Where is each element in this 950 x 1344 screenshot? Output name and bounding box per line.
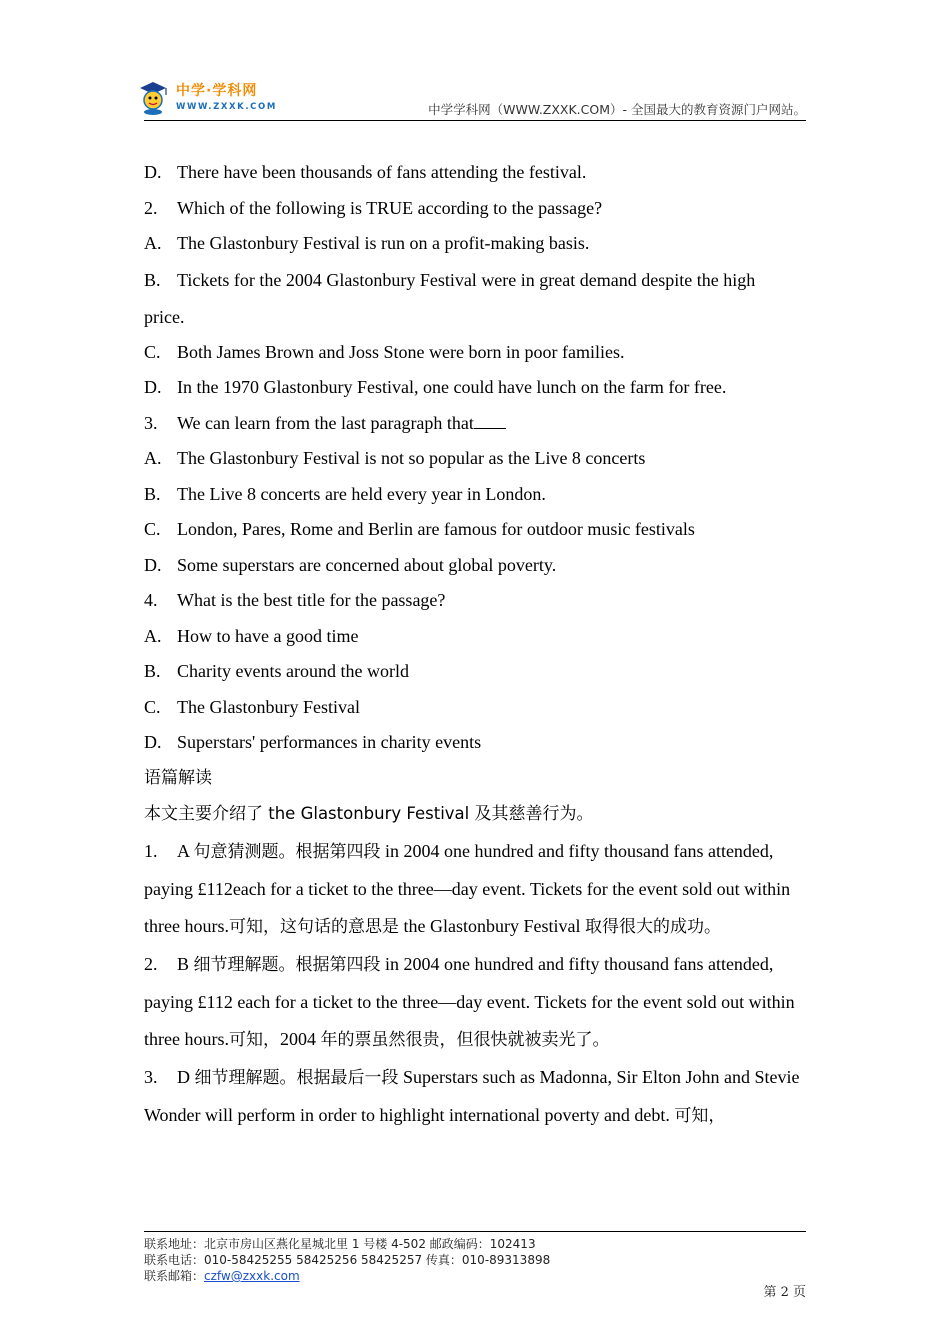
answer-quote: in 2004 one hundred and fifty thousand fans attended, paying £112each for a ticket to the three—day event. Tickets for the event sold out within three hours. — [144, 840, 791, 936]
answer-blank — [474, 414, 506, 429]
summary-cn-start: 本文主要介绍了 — [144, 804, 263, 824]
question-4 — [144, 583, 806, 619]
footer-contact — [144, 1236, 806, 1284]
option-text: The Glastonbury Festival is run on a profit-making basis. — [177, 233, 590, 253]
option-text: London, Pares, Rome and Berlin are famous for outdoor music festivals — [177, 519, 695, 539]
footer-email-label: 联系邮箱： — [144, 1269, 205, 1283]
answer-1 — [144, 833, 806, 946]
page-number: 第 2 页 — [763, 1285, 806, 1300]
footer-address: 联系地址：北京市房山区燕化星城北里 1 号楼 4-502 邮政编码：102413 — [144, 1237, 536, 1251]
page-footer — [144, 1231, 806, 1300]
answer-letter: D — [177, 1066, 190, 1087]
option-text: The Live 8 concerts are held every year in London. — [177, 483, 546, 504]
option-q3-a — [144, 441, 806, 477]
answer-explanation: 可知， — [674, 1105, 726, 1126]
option-text: How to have a good time — [177, 625, 359, 646]
summary-en: the Glastonbury Festival — [263, 804, 475, 823]
option-label: D. — [144, 554, 162, 575]
site-logo[interactable] — [136, 78, 276, 118]
option-q3-c — [144, 512, 806, 548]
answer-explanation-2: 年的票虽然很贵，但很快就被卖光了。 — [320, 1029, 610, 1050]
option-q2-d — [144, 370, 806, 406]
option-q3-b — [144, 477, 806, 513]
question-text: Which of the following is TRUE according to the passage? — [177, 197, 603, 218]
answer-letter: B — [177, 953, 190, 974]
question-number: 3. — [144, 412, 158, 433]
logo-chinese-name: 中学·学科网 — [176, 83, 258, 99]
answer-quote: Superstars such as Madonna, Sir Elton John and Stevie Wonder will perform in order to highlight international poverty and debt. — [144, 1066, 800, 1125]
option-q4-b — [144, 654, 806, 690]
option-label: A. — [144, 448, 162, 468]
answer-2 — [144, 946, 806, 1059]
answer-3 — [144, 1059, 806, 1135]
option-q2-c — [144, 335, 806, 371]
option-text: Both James Brown and Joss Stone were born in poor families. — [177, 341, 625, 362]
mascot-logo-icon — [136, 78, 170, 116]
answer-quote: in 2004 one hundred and fifty thousand fans attended, paying £112 each for a ticket to the three—day event. Tickets for the event sold out within three hours. — [144, 953, 795, 1049]
option-label: B. — [144, 483, 161, 504]
answer-year: 2004 — [279, 1028, 316, 1049]
page-header — [144, 74, 806, 121]
answer-number: 3. — [144, 1066, 158, 1087]
answer-explanation: 可知， — [228, 1029, 280, 1050]
option-text: Superstars' performances in charity events — [177, 732, 482, 752]
option-label: A. — [144, 233, 162, 253]
option-text: There have been thousands of fans attending the festival. — [177, 162, 587, 182]
header-divider — [144, 120, 806, 121]
answer-letter: A — [177, 840, 190, 861]
question-2 — [144, 191, 806, 227]
question-text: What is the best title for the passage? — [177, 590, 446, 610]
option-label: D. — [144, 377, 162, 397]
option-label: C. — [144, 341, 161, 362]
footer-email-line — [144, 1268, 806, 1284]
answer-explanation-2: 取得很大的成功。 — [584, 916, 721, 937]
option-q4-d — [144, 725, 806, 761]
option-label: D. — [144, 162, 162, 182]
option-label: A. — [144, 625, 162, 646]
question-number: 2. — [144, 197, 158, 218]
answer-type: 细节理解题。根据第四段 — [193, 954, 381, 975]
option-q3-d — [144, 548, 806, 584]
option-q4-c — [144, 690, 806, 726]
analysis-heading: 语篇解读 — [144, 767, 212, 788]
question-number: 4. — [144, 590, 158, 610]
question-3 — [144, 406, 806, 442]
option-text: The Glastonbury Festival — [177, 696, 360, 717]
summary-cn-end: 及其慈善行为。 — [474, 804, 594, 824]
option-text: Tickets for the 2004 Glastonbury Festival were in great demand despite the high — [177, 269, 756, 290]
option-text: Some superstars are concerned about global poverty. — [177, 554, 557, 575]
footer-divider — [144, 1231, 806, 1232]
option-q4-a — [144, 619, 806, 655]
option-text: In the 1970 Glastonbury Festival, one could have lunch on the farm for free. — [177, 377, 727, 397]
option-label: C. — [144, 696, 161, 717]
footer-phone: 联系电话：010-58425255 58425256 58425257 传真：010-89313898 — [144, 1253, 551, 1267]
option-label: C. — [144, 519, 161, 539]
footer-email-link[interactable]: czfw@zxxk.com — [204, 1269, 300, 1283]
answer-number: 1. — [144, 840, 158, 861]
answer-number: 2. — [144, 953, 158, 974]
option-q2-a — [144, 226, 806, 262]
answer-explanation: 可知，这句话的意思是 — [228, 916, 399, 937]
answer-quote-2: the Glastonbury Festival — [403, 915, 581, 936]
logo-url-text: WWW.ZXXK.COM — [176, 102, 277, 112]
option-text: The Glastonbury Festival is not so popular as the Live 8 concerts — [177, 448, 646, 468]
option-q2-b — [144, 262, 806, 299]
answer-type: 细节理解题。根据最后一段 — [194, 1067, 399, 1088]
answer-type: 句意猜测题。根据第四段 — [193, 841, 381, 862]
site-description: 中学学科网（WWW.ZXXK.COM）- 全国最大的教育资源门户网站。 — [428, 102, 806, 117]
option-q2-b-continued: price. — [144, 306, 185, 327]
option-label: D. — [144, 732, 162, 752]
document-body — [144, 155, 806, 1135]
analysis-summary — [144, 796, 806, 832]
option-label: B. — [144, 269, 161, 290]
option-label: B. — [144, 661, 161, 681]
option-q1-d — [144, 155, 806, 191]
question-text: We can learn from the last paragraph that — [177, 412, 474, 433]
option-text: Charity events around the world — [177, 661, 409, 681]
